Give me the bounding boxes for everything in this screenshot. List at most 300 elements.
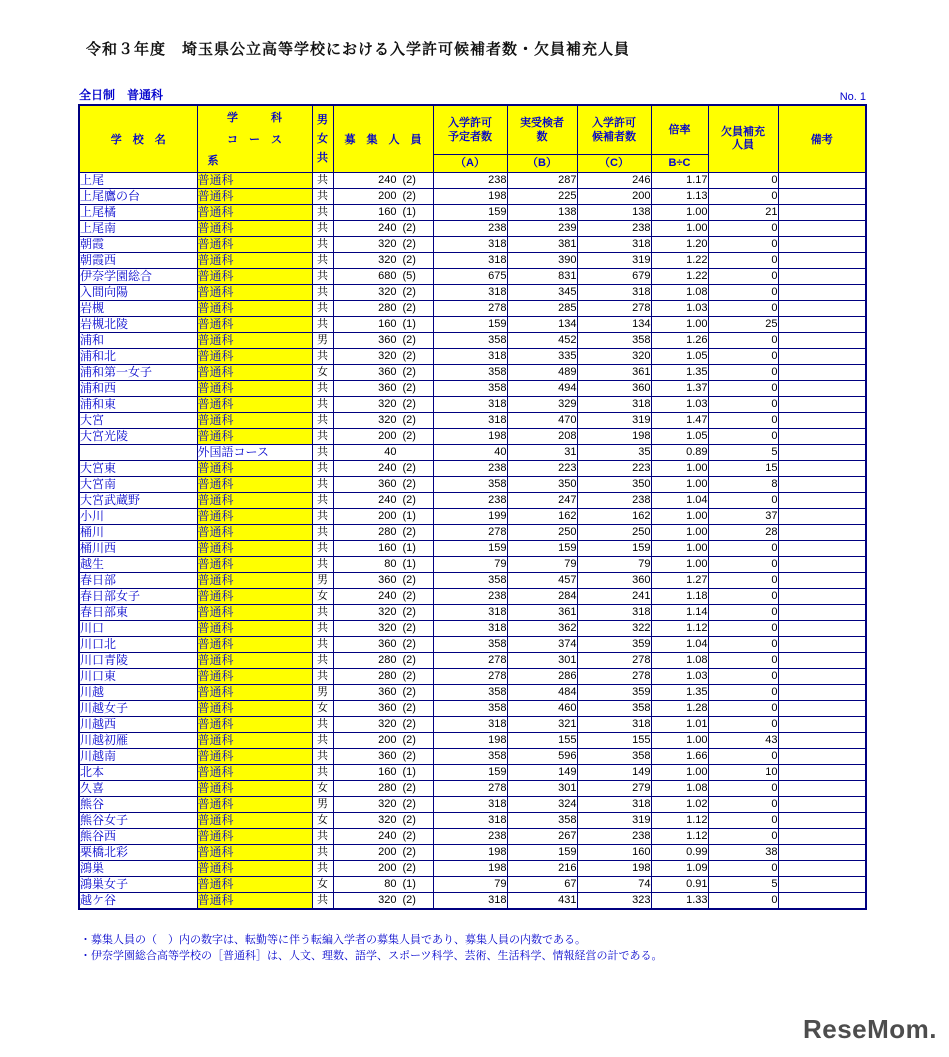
remarks-cell: [778, 172, 866, 188]
recruit-note: (2): [402, 285, 416, 298]
course-cell: 普通科: [197, 892, 312, 909]
school-name-cell: 越生: [79, 556, 197, 572]
remarks-cell: [778, 188, 866, 204]
vacancy-cell: 0: [708, 780, 778, 796]
examinees-count-cell: 301: [507, 652, 577, 668]
remarks-cell: [778, 700, 866, 716]
recruit-note: (2): [402, 429, 416, 442]
examinees-count-cell: 484: [507, 684, 577, 700]
recruit-wrap: [334, 445, 433, 460]
recruit-number: 320: [378, 717, 397, 730]
recruit-wrap: [334, 237, 433, 252]
candidates-count-cell: 162: [577, 508, 651, 524]
vacancy-cell: 0: [708, 236, 778, 252]
course-cell: 普通科: [197, 268, 312, 284]
recruit-note: (2): [402, 749, 416, 762]
vacancy-cell: 0: [708, 556, 778, 572]
vacancy-cell: 21: [708, 204, 778, 220]
course-cell: 普通科: [197, 684, 312, 700]
admissions-table: [78, 104, 867, 910]
footnote-1: ・募集人員の（ ）内の数字は、転勤等に伴う転編入学者の募集人員であり、募集人員の内数である。: [80, 934, 586, 946]
recruit-wrap: [334, 477, 433, 492]
recruit-wrap: [334, 413, 433, 428]
examinees-count-cell: 285: [507, 300, 577, 316]
school-name-cell: 川越南: [79, 748, 197, 764]
recruit-cell: [333, 620, 433, 636]
examinees-count-cell: 361: [507, 604, 577, 620]
table-row: [79, 748, 866, 764]
recruit-wrap: [334, 797, 433, 812]
recruit-note: (2): [402, 701, 416, 714]
planned-count-cell: 40: [433, 444, 507, 460]
school-name-cell: 鴻巣女子: [79, 876, 197, 892]
gender-cell: 共: [312, 556, 333, 572]
recruit-cell: [333, 652, 433, 668]
ratio-cell: 1.05: [651, 428, 708, 444]
table-row: [79, 380, 866, 396]
gender-cell: 共: [312, 828, 333, 844]
school-name-cell: 春日部女子: [79, 588, 197, 604]
remarks-cell: [778, 332, 866, 348]
examinees-count-cell: 287: [507, 172, 577, 188]
course-cell: 普通科: [197, 796, 312, 812]
table-row: [79, 876, 866, 892]
course-cell: 普通科: [197, 716, 312, 732]
school-name-cell: 大宮東: [79, 460, 197, 476]
recruit-number: 680: [378, 269, 397, 282]
recruit-number: 280: [378, 781, 397, 794]
ratio-cell: 1.18: [651, 588, 708, 604]
ratio-cell: 1.00: [651, 204, 708, 220]
ratio-cell: 1.33: [651, 892, 708, 909]
table-row: [79, 284, 866, 300]
examinees-count-cell: 31: [507, 444, 577, 460]
recruit-wrap: [334, 605, 433, 620]
candidates-count-cell: 318: [577, 236, 651, 252]
ratio-cell: 1.04: [651, 492, 708, 508]
course-cell: 普通科: [197, 364, 312, 380]
gender-cell: 共: [312, 188, 333, 204]
ratio-cell: 1.00: [651, 508, 708, 524]
gender-cell: 共: [312, 444, 333, 460]
recruit-note: (2): [402, 605, 416, 618]
school-name-cell: 越ケ谷: [79, 892, 197, 909]
recruit-note: (2): [402, 813, 416, 826]
planned-count-cell: 358: [433, 380, 507, 396]
school-name-cell: 上尾橘: [79, 204, 197, 220]
ratio-cell: 1.00: [651, 764, 708, 780]
recruit-number: 160: [378, 541, 397, 554]
ratio-cell: 1.35: [651, 684, 708, 700]
school-name-cell: 春日部東: [79, 604, 197, 620]
recruit-note: (1): [402, 557, 416, 570]
ratio-cell: 1.00: [651, 476, 708, 492]
school-name-cell: 大宮光陵: [79, 428, 197, 444]
ratio-cell: 1.66: [651, 748, 708, 764]
recruit-note: (2): [402, 477, 416, 490]
school-name-cell: 桶川: [79, 524, 197, 540]
course-cell: 普通科: [197, 780, 312, 796]
recruit-wrap: [334, 221, 433, 236]
table-row: [79, 700, 866, 716]
ratio-cell: 1.02: [651, 796, 708, 812]
recruit-wrap: [334, 781, 433, 796]
recruit-note: (5): [402, 269, 416, 282]
recruit-wrap: [334, 653, 433, 668]
recruit-cell: [333, 364, 433, 380]
recruit-number: 240: [378, 461, 397, 474]
school-name-cell: 桶川西: [79, 540, 197, 556]
planned-count-cell: 358: [433, 748, 507, 764]
recruit-wrap: [334, 397, 433, 412]
recruit-number: 160: [378, 317, 397, 330]
school-name-cell: 朝霞西: [79, 252, 197, 268]
gender-cell: 共: [312, 508, 333, 524]
header-examinees-stack: [508, 106, 577, 171]
ratio-cell: 1.00: [651, 540, 708, 556]
planned-count-cell: 318: [433, 348, 507, 364]
table-row: [79, 204, 866, 220]
remarks-cell: [778, 412, 866, 428]
header-remarks-label: 備考: [810, 133, 833, 146]
course-cell: 普通科: [197, 556, 312, 572]
table-row: [79, 620, 866, 636]
recruit-number: 280: [378, 525, 397, 538]
gender-cell: 男: [312, 796, 333, 812]
table-row: [79, 636, 866, 652]
ratio-cell: 1.12: [651, 828, 708, 844]
header-gender-male: 男: [317, 113, 328, 126]
school-name-cell: 川口東: [79, 668, 197, 684]
ratio-cell: 1.05: [651, 348, 708, 364]
table-row: [79, 732, 866, 748]
vacancy-cell: 0: [708, 188, 778, 204]
recruit-wrap: [334, 429, 433, 444]
ratio-cell: 1.35: [651, 364, 708, 380]
vacancy-cell: 0: [708, 748, 778, 764]
header-candidates-main: [578, 106, 651, 154]
recruit-wrap: [334, 189, 433, 204]
gender-cell: 共: [312, 636, 333, 652]
gender-cell: 女: [312, 812, 333, 828]
school-name-cell: 小川: [79, 508, 197, 524]
school-name-cell: 熊谷西: [79, 828, 197, 844]
school-name-cell: 熊谷女子: [79, 812, 197, 828]
course-cell: 普通科: [197, 460, 312, 476]
candidates-count-cell: 358: [577, 700, 651, 716]
recruit-number: 360: [378, 749, 397, 762]
recruit-number: 320: [378, 349, 397, 362]
school-name-cell: 岩槻北陵: [79, 316, 197, 332]
header-candidates-sub: （C）: [578, 154, 651, 171]
examinees-count-cell: 155: [507, 732, 577, 748]
planned-count-cell: 238: [433, 220, 507, 236]
course-cell: 普通科: [197, 236, 312, 252]
candidates-count-cell: 134: [577, 316, 651, 332]
gender-cell: 女: [312, 876, 333, 892]
header-vacancy-line1: 欠員補充: [721, 125, 765, 138]
recruit-cell: [333, 524, 433, 540]
examinees-count-cell: 489: [507, 364, 577, 380]
recruit-note: (2): [402, 333, 416, 346]
table-row: [79, 780, 866, 796]
course-cell: 普通科: [197, 204, 312, 220]
table-row: [79, 572, 866, 588]
recruit-cell: [333, 860, 433, 876]
recruit-note: (2): [402, 349, 416, 362]
recruit-cell: [333, 892, 433, 909]
remarks-cell: [778, 828, 866, 844]
vacancy-cell: 0: [708, 364, 778, 380]
vacancy-cell: 8: [708, 476, 778, 492]
planned-count-cell: 198: [433, 860, 507, 876]
recruit-number: 200: [378, 189, 397, 202]
recruit-wrap: [334, 861, 433, 876]
school-name-cell: 浦和: [79, 332, 197, 348]
remarks-cell: [778, 684, 866, 700]
school-name-cell: 浦和第一女子: [79, 364, 197, 380]
recruit-note: (2): [402, 573, 416, 586]
school-name-cell: 北本: [79, 764, 197, 780]
vacancy-cell: 0: [708, 860, 778, 876]
header-course-stack: [198, 106, 312, 171]
table-row: [79, 220, 866, 236]
header-course-line3: 系: [207, 155, 219, 168]
school-name-cell: 春日部: [79, 572, 197, 588]
recruit-note: (1): [402, 541, 416, 554]
vacancy-cell: 0: [708, 684, 778, 700]
gender-cell: 共: [312, 300, 333, 316]
ratio-cell: 1.13: [651, 188, 708, 204]
remarks-cell: [778, 588, 866, 604]
school-name-cell: 川口青陵: [79, 652, 197, 668]
recruit-wrap: [334, 877, 433, 892]
course-cell: 普通科: [197, 588, 312, 604]
remarks-cell: [778, 796, 866, 812]
candidates-count-cell: 318: [577, 796, 651, 812]
table-row: [79, 492, 866, 508]
examinees-count-cell: 149: [507, 764, 577, 780]
vacancy-cell: 0: [708, 300, 778, 316]
planned-count-cell: 318: [433, 252, 507, 268]
course-cell: 普通科: [197, 412, 312, 428]
header-candidates: [577, 105, 651, 172]
candidates-count-cell: 318: [577, 284, 651, 300]
ratio-cell: 1.03: [651, 668, 708, 684]
candidates-count-cell: 318: [577, 396, 651, 412]
header-recruit-label: 募 集 人 員: [344, 133, 422, 146]
table-row: [79, 252, 866, 268]
planned-count-cell: 318: [433, 716, 507, 732]
table-row: [79, 860, 866, 876]
recruit-note: (2): [402, 637, 416, 650]
recruit-number: 320: [378, 285, 397, 298]
recruit-number: 320: [378, 237, 397, 250]
recruit-cell: [333, 236, 433, 252]
course-cell: 普通科: [197, 636, 312, 652]
ratio-cell: 1.09: [651, 860, 708, 876]
planned-count-cell: 318: [433, 604, 507, 620]
recruit-wrap: [334, 461, 433, 476]
planned-count-cell: 318: [433, 892, 507, 909]
recruit-number: 200: [378, 861, 397, 874]
recruit-number: 320: [378, 413, 397, 426]
gender-cell: 共: [312, 284, 333, 300]
remarks-cell: [778, 780, 866, 796]
planned-count-cell: 238: [433, 172, 507, 188]
remarks-cell: [778, 364, 866, 380]
recruit-number: 360: [378, 685, 397, 698]
candidates-count-cell: 360: [577, 572, 651, 588]
header-ratio-main: [652, 106, 708, 154]
recruit-note: (2): [402, 781, 416, 794]
recruit-note: (2): [402, 365, 416, 378]
planned-count-cell: 198: [433, 188, 507, 204]
recruit-cell: [333, 348, 433, 364]
recruit-cell: [333, 428, 433, 444]
candidates-count-cell: 350: [577, 476, 651, 492]
candidates-count-cell: 319: [577, 412, 651, 428]
recruit-note: (2): [402, 525, 416, 538]
recruit-wrap: [334, 621, 433, 636]
vacancy-cell: 0: [708, 428, 778, 444]
remarks-cell: [778, 300, 866, 316]
recruit-cell: [333, 476, 433, 492]
remarks-cell: [778, 892, 866, 909]
examinees-count-cell: 350: [507, 476, 577, 492]
examinees-count-cell: 67: [507, 876, 577, 892]
recruit-cell: [333, 556, 433, 572]
page-number: No. 1: [839, 91, 866, 103]
table-row: [79, 476, 866, 492]
recruit-wrap: [334, 669, 433, 684]
examinees-count-cell: 159: [507, 844, 577, 860]
table-row: [79, 716, 866, 732]
candidates-count-cell: 238: [577, 492, 651, 508]
course-cell: 普通科: [197, 492, 312, 508]
candidates-count-cell: 319: [577, 252, 651, 268]
gender-cell: 女: [312, 700, 333, 716]
ratio-cell: 1.37: [651, 380, 708, 396]
planned-count-cell: 318: [433, 236, 507, 252]
remarks-cell: [778, 876, 866, 892]
recruit-note: (2): [402, 253, 416, 266]
recruit-note: (2): [402, 237, 416, 250]
school-name-cell: 久喜: [79, 780, 197, 796]
candidates-count-cell: 79: [577, 556, 651, 572]
recruit-wrap: [334, 269, 433, 284]
vacancy-cell: 25: [708, 316, 778, 332]
vacancy-cell: 0: [708, 572, 778, 588]
ratio-cell: 1.28: [651, 700, 708, 716]
candidates-count-cell: 238: [577, 220, 651, 236]
school-name-cell: 大宮: [79, 412, 197, 428]
school-name-cell: 川越初雁: [79, 732, 197, 748]
recruit-number: 360: [378, 701, 397, 714]
course-cell: 普通科: [197, 732, 312, 748]
course-cell: 普通科: [197, 300, 312, 316]
table-row: [79, 412, 866, 428]
candidates-count-cell: 279: [577, 780, 651, 796]
ratio-cell: 1.03: [651, 396, 708, 412]
recruit-wrap: [334, 637, 433, 652]
course-cell: 普通科: [197, 316, 312, 332]
gender-cell: 共: [312, 252, 333, 268]
header-course-line2: コ ー ス: [227, 133, 282, 146]
remarks-cell: [778, 540, 866, 556]
vacancy-cell: 0: [708, 588, 778, 604]
recruit-note: (2): [402, 733, 416, 746]
vacancy-cell: 0: [708, 604, 778, 620]
table-row: [79, 396, 866, 412]
course-cell: 普通科: [197, 508, 312, 524]
recruit-wrap: [334, 557, 433, 572]
recruit-note: (1): [402, 509, 416, 522]
ratio-cell: 1.20: [651, 236, 708, 252]
remarks-cell: [778, 236, 866, 252]
recruit-number: 320: [378, 621, 397, 634]
gender-cell: 男: [312, 684, 333, 700]
header-planned-main: [434, 106, 507, 154]
header-school-name: [79, 105, 197, 172]
gender-cell: 共: [312, 892, 333, 909]
ratio-cell: 1.08: [651, 652, 708, 668]
recruit-wrap: [334, 573, 433, 588]
recruit-note: (2): [402, 845, 416, 858]
header-vacancy: [708, 105, 778, 172]
recruit-number: 320: [378, 397, 397, 410]
header-examinees-main: [508, 106, 577, 154]
table-row: [79, 588, 866, 604]
gender-cell: 共: [312, 524, 333, 540]
recruit-cell: [333, 700, 433, 716]
recruit-cell: [333, 844, 433, 860]
table-row: [79, 556, 866, 572]
remarks-cell: [778, 284, 866, 300]
vacancy-cell: 0: [708, 828, 778, 844]
table-body: [79, 172, 866, 909]
recruit-cell: [333, 444, 433, 460]
examinees-count-cell: 247: [507, 492, 577, 508]
course-cell: 普通科: [197, 860, 312, 876]
course-cell: 普通科: [197, 396, 312, 412]
examinees-count-cell: 321: [507, 716, 577, 732]
candidates-count-cell: 160: [577, 844, 651, 860]
recruit-note: (2): [402, 893, 416, 906]
vacancy-cell: 0: [708, 812, 778, 828]
recruit-note: (2): [402, 301, 416, 314]
recruit-cell: [333, 172, 433, 188]
recruit-wrap: [334, 685, 433, 700]
remarks-cell: [778, 732, 866, 748]
table-row: [79, 828, 866, 844]
remarks-cell: [778, 252, 866, 268]
remarks-cell: [778, 844, 866, 860]
table-row: [79, 268, 866, 284]
vacancy-cell: 38: [708, 844, 778, 860]
vacancy-cell: 0: [708, 652, 778, 668]
recruit-note: (2): [402, 685, 416, 698]
header-planned-line1: 入学許可: [448, 117, 492, 130]
gender-cell: 共: [312, 268, 333, 284]
ratio-cell: 1.08: [651, 780, 708, 796]
candidates-count-cell: 223: [577, 460, 651, 476]
examinees-count-cell: 208: [507, 428, 577, 444]
table-row: [79, 540, 866, 556]
ratio-cell: 1.00: [651, 220, 708, 236]
recruit-cell: [333, 572, 433, 588]
ratio-cell: 1.00: [651, 460, 708, 476]
